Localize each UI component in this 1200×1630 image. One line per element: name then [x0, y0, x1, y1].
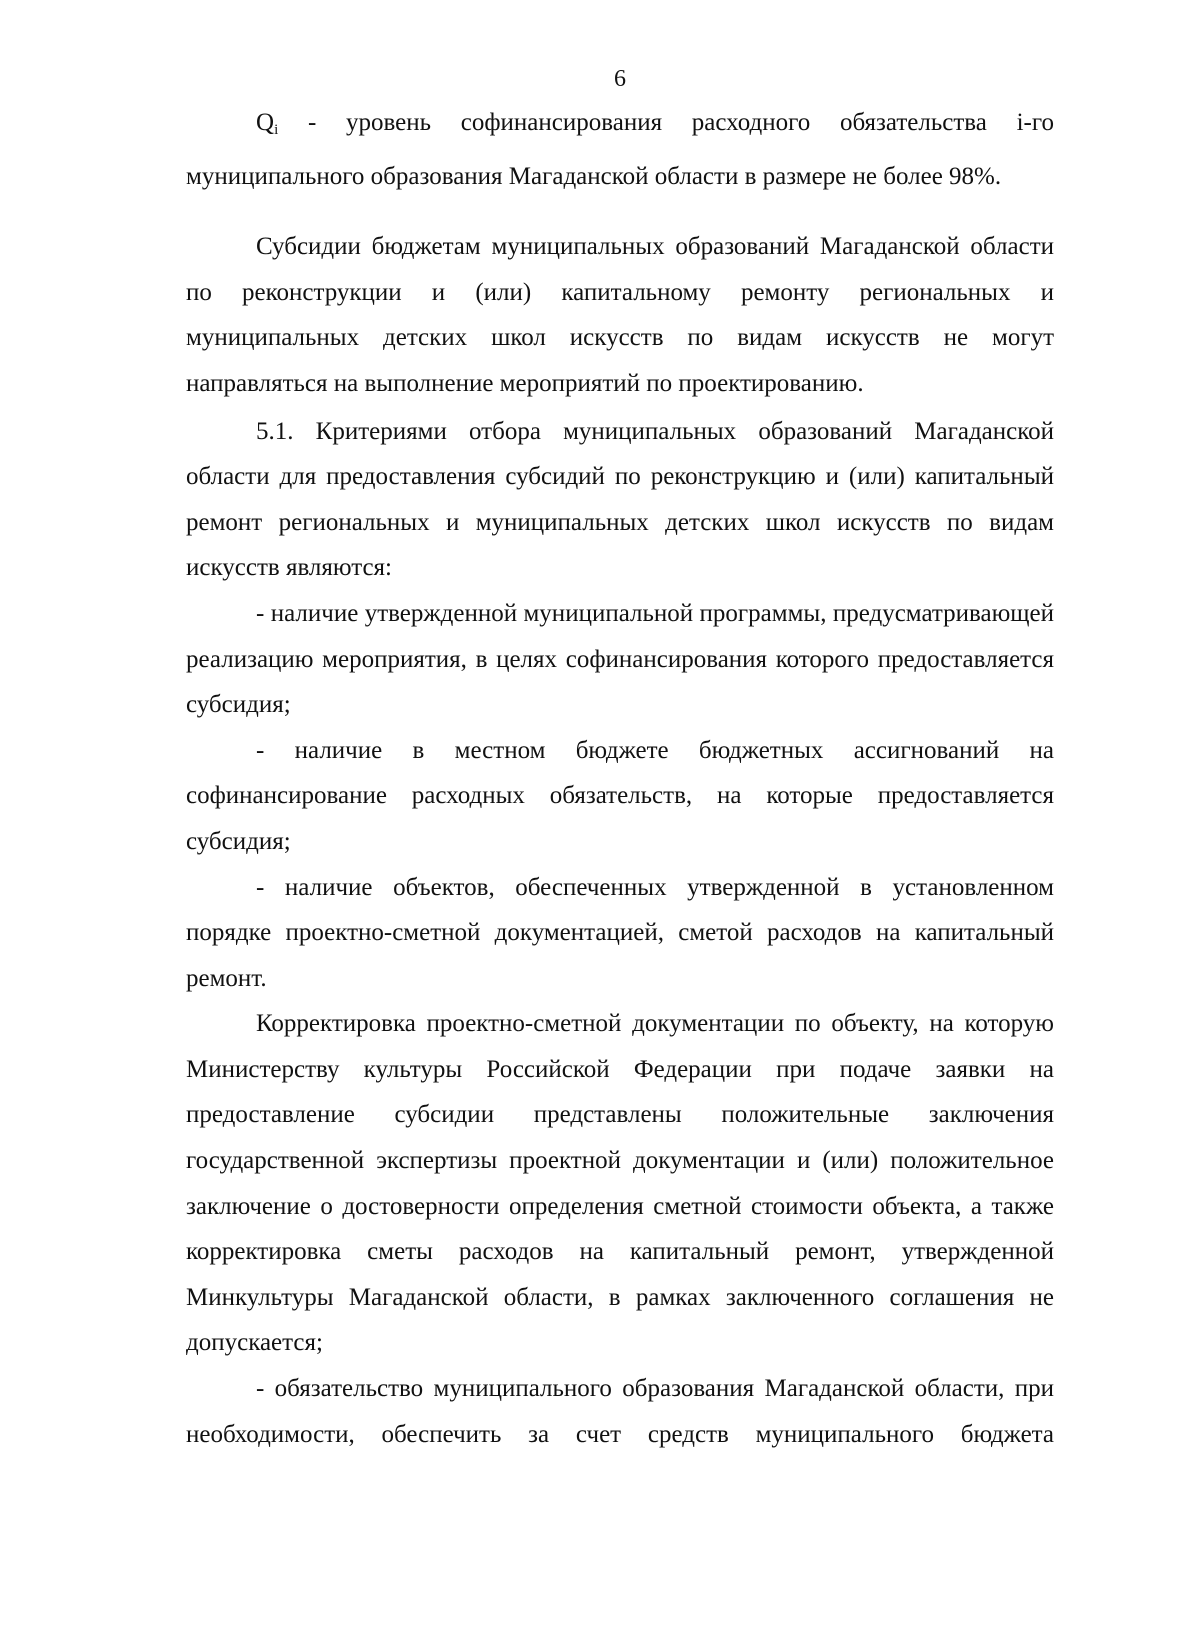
page-number: 6	[614, 66, 626, 92]
list-item-municipal-program: - наличие утвержденной муниципальной программы, предусматривающей реализацию мероприятия, в целях софинансирования которого предоставляется субсидия;	[186, 599, 1054, 719]
q-symbol: Q	[256, 109, 275, 136]
paragraph-correction-prohibition: Корректировка проектно-сметной документации по объекту, на которую Министерству культуры Российской Федерации при подаче заявки на предоставление субсидии представлены положительные заключения государственной экспертизы проектной документации и (или) положительное заключение о достоверности определения сметной стоимости объекта, а также корректировка сметы расходов на капитальный ремонт, утвержденной Минкультуры Магаданской области, в рамках заключенного соглашения не допускается;	[186, 1010, 1054, 1357]
document-body	[186, 100, 1054, 1457]
list-item-budget-allocations: - наличие в местном бюджете бюджетных ассигнований на софинансирование расходных обязательств, на которые предоставляется субсидия;	[186, 736, 1054, 855]
q-definition-text: - уровень софинансирования расходного обязательства i-го муниципального образования Магаданской области в размере не более 98%.	[186, 109, 1054, 190]
paragraph-subsidies-restriction: Субсидии бюджетам муниципальных образований Магаданской области по реконструкции и (или) капитальному ремонту региональных и муниципальных детских школ искусств по видам искусств не могут направляться на выполнение мероприятий по проектированию.	[186, 233, 1054, 397]
paragraph-selection-criteria: 5.1. Критериями отбора муниципальных образований Магаданской области для предоставления субсидий по реконструкцию и (или) капитальный ремонт региональных и муниципальных детских школ искусств по видам искусств являются:	[186, 417, 1054, 582]
paragraph-q-definition	[186, 100, 1054, 199]
list-item-documentation: - наличие объектов, обеспеченных утвержденной в установленном порядке проектно-сметной документацией, сметой расходов на капитальный ремонт.	[186, 873, 1054, 992]
list-item-obligation: - обязательство муниципального образования Магаданской области, при необходимости, обеспечить за счет средств муниципального бюджета	[186, 1375, 1054, 1448]
q-subscript: i	[274, 122, 279, 138]
